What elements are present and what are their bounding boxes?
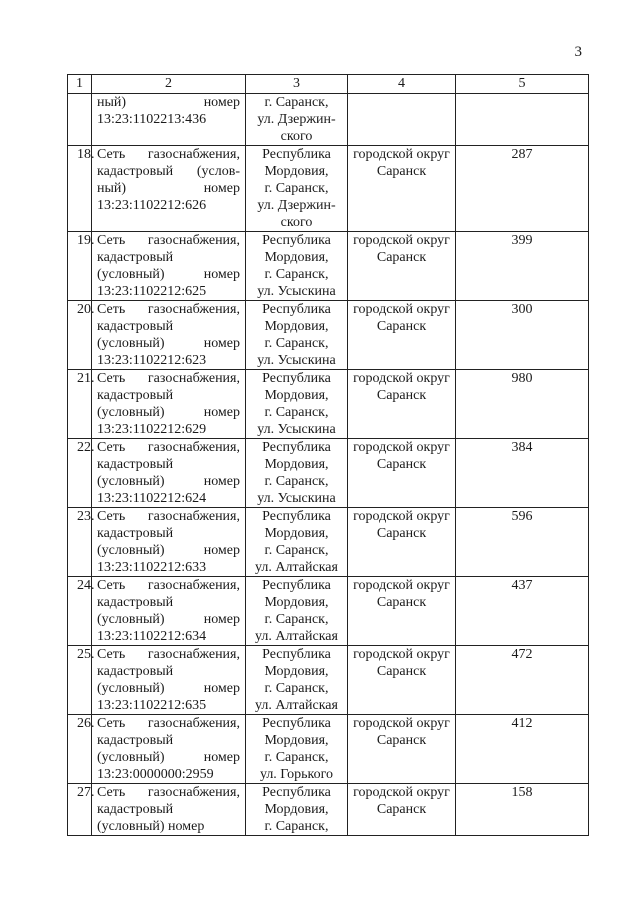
address-line: Мордовия, [264, 526, 329, 541]
table-row [68, 784, 589, 836]
address-line: Мордовия, [264, 319, 329, 334]
description-line: Сеть газоснабжения, [97, 147, 240, 162]
table-row [68, 577, 589, 646]
address-line: г. Саранск, [264, 336, 329, 351]
district-line: Саранск [376, 595, 427, 610]
district-line: Саранск [376, 733, 427, 748]
header-col-4: 4 [348, 75, 456, 94]
address-line: Республика [262, 785, 331, 800]
table-row [68, 301, 589, 370]
district-line: городской округ [353, 147, 450, 162]
object-address [246, 508, 348, 577]
object-address [246, 715, 348, 784]
address-line: ского [280, 129, 313, 144]
table-row [68, 439, 589, 508]
description-line: Сеть газоснабжения, [97, 716, 240, 731]
address-line: Мордовия, [264, 164, 329, 179]
description-line: кадастровый [97, 802, 174, 817]
object-value: 300 [456, 301, 589, 370]
description-line: 13:23:1102212:634 [97, 629, 207, 644]
description-line: (условный) номер [97, 267, 240, 282]
address-line: ского [280, 215, 313, 230]
table-body [68, 94, 589, 836]
description-line: 13:23:1102212:624 [97, 491, 207, 506]
object-value: 412 [456, 715, 589, 784]
object-address [246, 146, 348, 232]
page-number: 3 [574, 44, 582, 60]
property-table [67, 74, 589, 836]
district-line: Саранск [376, 388, 427, 403]
object-description [92, 439, 246, 508]
row-number: 22. [68, 439, 92, 508]
description-line: Сеть газоснабжения, [97, 509, 240, 524]
municipal-district [348, 370, 456, 439]
object-value: 437 [456, 577, 589, 646]
address-line: Республика [262, 647, 331, 662]
address-line: г. Саранск, [264, 612, 329, 627]
address-line: ул. Горького [259, 767, 334, 782]
description-line: кадастровый [97, 319, 174, 334]
table-row [68, 646, 589, 715]
row-number: 25. [68, 646, 92, 715]
address-line: Республика [262, 509, 331, 524]
district-line: Саранск [376, 664, 427, 679]
district-line: городской округ [353, 509, 450, 524]
district-line: Саранск [376, 802, 427, 817]
object-value: 980 [456, 370, 589, 439]
table-row [68, 232, 589, 301]
description-line: Сеть газоснабжения, [97, 785, 240, 800]
address-line: ул. Усыскина [257, 353, 336, 368]
description-line: кадастровый [97, 595, 174, 610]
description-line: (условный) номер [97, 474, 240, 489]
description-line: 13:23:0000000:2959 [97, 767, 214, 782]
description-line: (условный) номер [97, 405, 240, 420]
description-line: кадастровый [97, 733, 174, 748]
address-line: г. Саранск, [264, 405, 329, 420]
address-line: ул. Дзержин- [257, 112, 336, 127]
district-line: городской округ [353, 233, 450, 248]
address-line: Мордовия, [264, 457, 329, 472]
description-line: Сеть газоснабжения, [97, 302, 240, 317]
district-line: Саранск [376, 457, 427, 472]
description-line: кадастровый (услов- [97, 164, 240, 179]
object-description [92, 370, 246, 439]
description-line: 13:23:1102212:623 [97, 353, 207, 368]
municipal-district [348, 577, 456, 646]
row-number: 19. [68, 232, 92, 301]
municipal-district [348, 301, 456, 370]
table-header [68, 75, 589, 94]
object-address [246, 439, 348, 508]
object-address [246, 232, 348, 301]
object-description [92, 508, 246, 577]
district-line: городской округ [353, 716, 450, 731]
district-line: городской округ [353, 578, 450, 593]
object-value: 287 [456, 146, 589, 232]
description-line: Сеть газоснабжения, [97, 371, 240, 386]
municipal-district [348, 146, 456, 232]
description-line: ный) номер [97, 95, 240, 110]
description-line: (условный) номер [97, 612, 240, 627]
description-line: 13:23:1102212:626 [97, 198, 207, 213]
table-row [68, 94, 589, 146]
description-line: (условный) номер [97, 750, 240, 765]
object-address [246, 301, 348, 370]
row-number [68, 94, 92, 146]
address-line: ул. Алтайская [255, 560, 338, 575]
row-number: 20. [68, 301, 92, 370]
address-line: Мордовия, [264, 250, 329, 265]
description-line: ный) номер [97, 181, 240, 196]
header-row [68, 75, 589, 94]
address-line: Республика [262, 440, 331, 455]
description-line: 13:23:1102212:625 [97, 284, 207, 299]
description-line: (условный) номер [97, 336, 240, 351]
address-line: ул. Дзержин- [257, 198, 336, 213]
object-description [92, 232, 246, 301]
address-line: г. Саранск, [264, 543, 329, 558]
table-row [68, 715, 589, 784]
address-line: г. Саранск, [264, 181, 329, 196]
object-description [92, 146, 246, 232]
header-col-2: 2 [92, 75, 246, 94]
object-address [246, 784, 348, 836]
municipal-district [348, 508, 456, 577]
address-line: Республика [262, 302, 331, 317]
row-number: 27. [68, 784, 92, 836]
address-line: Мордовия, [264, 388, 329, 403]
header-col-1: 1 [68, 75, 92, 94]
district-line: Саранск [376, 164, 427, 179]
object-address [246, 646, 348, 715]
district-line: городской округ [353, 785, 450, 800]
description-line: Сеть газоснабжения, [97, 440, 240, 455]
object-value: 158 [456, 784, 589, 836]
district-line: городской округ [353, 440, 450, 455]
address-line: Республика [262, 578, 331, 593]
table-row [68, 146, 589, 232]
row-number: 21. [68, 370, 92, 439]
object-description [92, 577, 246, 646]
address-line: г. Саранск, [264, 95, 329, 110]
row-number: 24. [68, 577, 92, 646]
description-line: кадастровый [97, 388, 174, 403]
object-value: 384 [456, 439, 589, 508]
address-line: г. Саранск, [264, 819, 329, 834]
municipal-district [348, 715, 456, 784]
municipal-district [348, 232, 456, 301]
description-line: Сеть газоснабжения, [97, 578, 240, 593]
district-line: городской округ [353, 371, 450, 386]
district-line: Саранск [376, 319, 427, 334]
address-line: ул. Алтайская [255, 629, 338, 644]
description-line: кадастровый [97, 664, 174, 679]
description-line: (условный) номер [97, 681, 240, 696]
address-line: Республика [262, 147, 331, 162]
description-line: Сеть газоснабжения, [97, 233, 240, 248]
district-line: Саранск [376, 250, 427, 265]
address-line: Мордовия, [264, 595, 329, 610]
table-row [68, 370, 589, 439]
address-line: Республика [262, 233, 331, 248]
object-description [92, 646, 246, 715]
row-number: 18. [68, 146, 92, 232]
description-line: 13:23:1102212:633 [97, 560, 207, 575]
district-line: Саранск [376, 526, 427, 541]
address-line: г. Саранск, [264, 750, 329, 765]
table-row [68, 508, 589, 577]
object-address [246, 370, 348, 439]
address-line: ул. Усыскина [257, 491, 336, 506]
description-line: (условный) номер [97, 819, 205, 834]
municipal-district [348, 646, 456, 715]
municipal-district [348, 94, 456, 146]
description-line: кадастровый [97, 526, 174, 541]
object-value: 596 [456, 508, 589, 577]
object-description [92, 94, 246, 146]
header-col-3: 3 [246, 75, 348, 94]
address-line: г. Саранск, [264, 474, 329, 489]
description-line: 13:23:1102212:629 [97, 422, 207, 437]
row-number: 23. [68, 508, 92, 577]
row-number: 26. [68, 715, 92, 784]
description-line: 13:23:1102213:436 [97, 112, 207, 127]
header-col-5: 5 [456, 75, 589, 94]
object-value [456, 94, 589, 146]
municipal-district [348, 784, 456, 836]
district-line: городской округ [353, 647, 450, 662]
description-line: 13:23:1102212:635 [97, 698, 207, 713]
address-line: Республика [262, 371, 331, 386]
district-line: городской округ [353, 302, 450, 317]
address-line: Мордовия, [264, 733, 329, 748]
address-line: Республика [262, 716, 331, 731]
description-line: кадастровый [97, 457, 174, 472]
address-line: г. Саранск, [264, 681, 329, 696]
address-line: ул. Усыскина [257, 284, 336, 299]
object-value: 399 [456, 232, 589, 301]
address-line: г. Саранск, [264, 267, 329, 282]
object-description [92, 784, 246, 836]
description-line: (условный) номер [97, 543, 240, 558]
object-address [246, 577, 348, 646]
object-description [92, 715, 246, 784]
object-address [246, 94, 348, 146]
address-line: ул. Усыскина [257, 422, 336, 437]
description-line: кадастровый [97, 250, 174, 265]
description-line: Сеть газоснабжения, [97, 647, 240, 662]
address-line: ул. Алтайская [255, 698, 338, 713]
municipal-district [348, 439, 456, 508]
object-value: 472 [456, 646, 589, 715]
address-line: Мордовия, [264, 664, 329, 679]
address-line: Мордовия, [264, 802, 329, 817]
object-description [92, 301, 246, 370]
